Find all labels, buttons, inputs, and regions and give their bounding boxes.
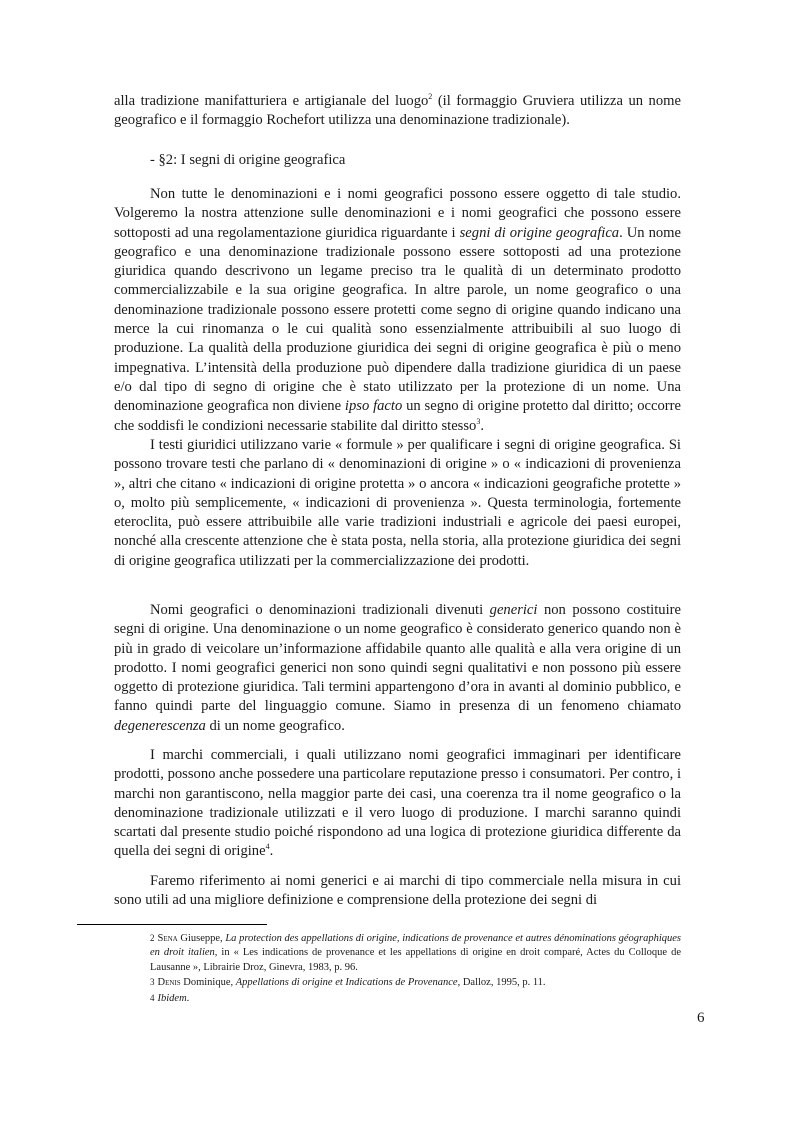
paragraph-3-italic-b: degenerescenza [114,717,206,734]
footnote-3 [150,975,681,990]
footnote-number: 2 [150,933,155,943]
footnote-author-rest: Dominique, [180,977,236,989]
paragraph-1-text-b: . Un nome geografico e una denominazione tradizionale possono essere sottoposti ad una protezione giuridica quando descrivono un legame preciso tra le qualità di un determinato prodotto commercializzabile e la sua origine geografica. In altre parole, un nome geografico o una denominazione tradizionale possono essere protetti come segno di origine quando indicano una merce la cui rinomanza o le cui qualità sono essenzialmente attribuibili al suo luogo di produzione. La qualità della produzione giuridica dei segni di origine geografica è più o meno impegnativa. L’intensità della produzione può dipendere dalla tradizione giuridica di un paese e/o dal tipo di segno di origine che è stato utilizzato per la protezione di un nome. Una denominazione geografica non diviene [114,224,681,415]
page-number: 6 [697,1010,705,1026]
footnote-rest: , Dalloz, 1995, p. 11. [457,977,546,989]
footnote-number: 3 [150,977,155,988]
footnote-4 [150,991,681,1006]
paragraph-3-italic: generici [489,602,538,618]
continuation-paragraph [114,92,681,131]
paragraph-1-text-d: . [480,417,484,434]
paragraph-4 [114,746,681,862]
footnote-title: Ibidem [157,992,187,1004]
paragraph-3-text-b: non possono costituire segni di origine. Una denominazione o un nome geografico è considerato generico quando non è più in grado di veicolare un’informazione affidabile quanto alle qualità e alla vera origine di un prodotto. I nomi geografici generici non sono quindi segni qualitativi e non possono più essere oggetto di protezione giuridica. Tali termini appartengono d’ora in avanti al dominio pubblico, e fanno quindi parte del linguaggio comune. Siamo in presenza di un fenomeno chiamato [114,602,681,715]
paragraph-3-text: Nomi geografici o denominazioni tradizionali divenuti [150,602,490,618]
footnote-ref-2: 2 [428,92,433,101]
paragraph-3 [114,601,681,736]
footnote-title: La protection des appellations di origine, indications de provenance et autres dénominations géographiques en droit italien [150,933,681,959]
footnote-title: Appellations di origine et Indications de Provenance [235,977,458,989]
continuation-text: alla tradizione manifatturiera e artigianale del luogo [114,93,429,109]
footnote-separator [77,924,267,925]
paragraph-5: Faremo riferimento ai nomi generici e ai marchi di tipo commerciale nella misura in cui sono utili ad una migliore definizione e comprensione della protezione dei segni di [114,873,681,909]
paragraph-3-text-c: di un nome geografico. [205,717,345,734]
section-heading: - §2: I segni di origine geografica [150,152,346,168]
paragraph-1-text: Non tutte le denominazioni e i nomi geografici possono essere oggetto di tale studio. Volgeremo la nostra attenzione sulle denominazioni e i nomi geografici che possono essere sottoposti ad una regolamentazione giuridica riguardante i [114,186,681,241]
continuation-text-end: (il formaggio Gruviera utilizza un nome geografico e il formaggio Rochefort utilizza una denominazione tradizionale). [114,93,681,129]
paragraph-4-text-b: . [269,843,274,860]
paragraph-1-italic-b: ipso facto [344,398,403,415]
footnote-2 [150,931,681,975]
footnote-author: Sena [157,933,178,944]
paragraph-1 [114,185,681,436]
footnote-ref-4: 4 [265,842,270,852]
footnote-number: 4 [150,992,155,1003]
paragraph-2: I testi giuridici utilizzano varie « formule » per qualificare i segni di origine geografica. Si possono trovare testi che parlano di « denominazioni di origine » o « indicazioni di provenienza », altri che citano « indicazioni di origine protetta » o ancora « indicazioni geografiche protette » o, molto più semplicemente, « indicazioni di provenienza ». Questa terminologia, fortemente eteroclita, può essere attribuibile alle varie tradizioni industriali e agricole dei paesi europei, nonché alla crescente attenzione che è stata posta, nella storia, alla protezione giuridica dei segni di origine geografica utilizzati per la commercializzazione dei prodotti. [114,437,681,569]
footnote-author-rest: Giuseppe, [177,933,226,944]
footnote-ref-3: 3 [476,416,481,426]
footnote-rest: . [186,992,190,1004]
paragraph-1-italic: segni di origine geografica [459,224,620,241]
paragraph-4-text: I marchi commerciali, i quali utilizzano nomi geografici immaginari per identificare prodotti, possono anche possedere una particolare reputazione presso i consumatori. Per contro, i marchi non garantiscono, nella maggior parte dei casi, una coerenza tra il nome geografico o la denominazione tradizionale utilizzati e il vero luogo di produzione. I marchi saranno quindi scartati dal presente studio poiché rispondono ad una logica di protezione giuridica differente da quella dei segni di origine [114,747,681,860]
paragraph-1-text-c: un segno di origine protetto dal diritto; occorre che soddisfi le condizioni necessarie stabilite dal diritto stesso [114,398,681,434]
footnote-rest: , in « Les indications de provenance et les appellations di origine en droit comparé, Actes du Colloque de Lausanne », Librairie Droz, Ginevra, 1983, p. 96. [150,947,681,973]
footnotes [150,931,681,1006]
footnote-author: Denis [157,977,181,989]
